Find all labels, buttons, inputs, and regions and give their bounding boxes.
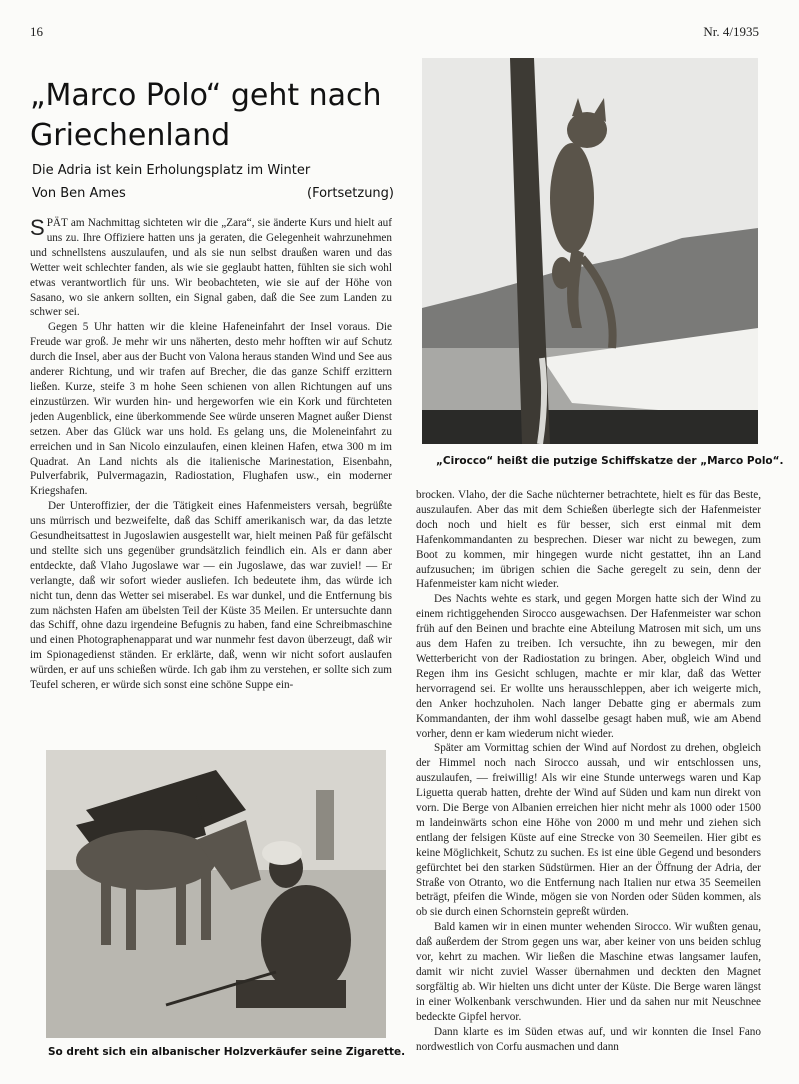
ship-cat-illustration <box>422 58 758 444</box>
issue-number: Nr. 4/1935 <box>703 24 759 39</box>
paragraph: Dann klarte es im Süden etwas auf, und wir konnten die Insel Fano nordwestlich von Corfu ausmachen und dann <box>416 1025 761 1053</box>
drop-cap: S <box>30 216 45 240</box>
paragraph <box>30 216 392 320</box>
paragraph-text: PÄT am Nachmittag sichteten wir die „Zara“, sie änderte Kurs und hielt auf uns zu. Ihre Offiziere hatten uns ja geraten, die Gelegenheit wahrzunehmen und schnellstens auszulaufen, und als sie nun selbst draußen waren und das Wetter weit schlechter fanden, als wie sie geglaubt hatten, fühlten sie sich wohl etwas verantwortlich für uns. Wir beobachteten, wie sie auf der Höhe von Sasano, wo sie ankern sollten, ein Signal gaben, daß die See zum Landen zu schwer sei. <box>30 217 392 319</box>
article-title: „Marco Polo“ geht nach Griechenland <box>30 78 382 153</box>
byline <box>32 186 394 201</box>
continuation-note: (Fortsetzung) <box>307 186 394 201</box>
ship-cat-photo <box>422 58 758 444</box>
paragraph: Der Unteroffizier, der die Tätigkeit eines Hafenmeisters versah, begrüßte uns mürrisch und bezweifelte, daß das Schiff amerikanisch war, da das letzte Gesundheitsattest in Jugoslawien ausgestellt war, hielt meinen Paß für gefälscht und stellte sich uns gegenüber grundsätzlich feindlich ein. Als er dann aber entdeckte, daß Vlaho Jugoslawe war — ein Jugoslawe, das war zuviel! — Er verlangte, daß wir sofort wieder ausliefen. Ich bedeutete ihm, das würde ich nicht tun, denn das Wetter sei miserabel. Es war dunkel, und die Entfernung bis zum nächsten Hafen am übelsten Teil der Küste 35 Meilen. Er untersuchte dann das Schiff, ohne dazu irgendeine Befugnis zu haben, fand eine Schreibmaschine und einen Photographenapparat und war nunmehr fest davon überzeugt, daß wir im Spionagedienst ständen. Er erklärte, daß, wenn wir nicht sofort auslaufen würden, er auf uns schießen würde. Ich gab ihm zu verstehen, er sollte sich zum Teufel scheren, er würde sich sonst eine schöne Suppe ein- <box>30 500 392 692</box>
paragraph: Gegen 5 Uhr hatten wir die kleine Hafeneinfahrt der Insel voraus. Die Freude war groß. Je mehr wir uns näherten, desto mehr hofften wir auf Schutz durch die Insel, aber aus der Bucht von Valona heraus standen Wind und See aus anderer Richtung, und wir trafen auf Brecher, die das ganze Schiff erzittern ließen. Kurze, steife 3 m hohe Seen schienen von allen Richtungen auf uns einzustürzen. Wir wurden hin- und hergeworfen wie ein Kork und fürchteten jeden Augenblick, eine überkommende See würde unseren Magnet außer Dienst setzen. Aber das Glück war uns hold. Es gelang uns, die Moleneinfahrt zu erreichen und in San Nicolo einzulaufen, einen kleinen Hafen, etwa 300 m im Quadrat. An Land nichts als die italienische Marinestation, Eisenbahn, Pulverfabrik, Pulvermagazin, Radiostation, Flughafen usw., ein moderner Kriegshafen. <box>30 321 392 498</box>
background-figure <box>316 790 334 860</box>
cap <box>262 841 302 865</box>
author: Von Ben Ames <box>32 186 126 201</box>
wood-vendor-illustration <box>46 750 386 1038</box>
deck <box>422 410 758 444</box>
right-text-column <box>416 488 761 1058</box>
left-text-column <box>30 216 392 740</box>
paragraph: Des Nachts wehte es stark, und gegen Morgen hatte sich der Wind zu einem richtiggehenden Sirocco ausgewachsen. Der Hafenmeister war schon früh auf den Beinen und brachte eine Abteilung Matrosen mit sich, um uns aus dem Hafen zu treiben. Ich versuchte, ihn zu bewegen, mir den Wetterbericht von der Radiostation zu bringen. Aber, obgleich Wind und Regen ihm ins Gesicht schlugen, machte er mir klar, daß das Wetter hervorragend sei. Er wollte uns herausschleppen, aber ich weigerte mich, den Anker hochzuholen. Nach langer Debatte ging er abermals zum Kommandanten, der ihm wohl dasselbe gesagt haben muß, wie am Abend vorher, denn er kam wiederum nicht wieder. <box>416 593 761 740</box>
paragraph: Bald kamen wir in einen munter wehenden Sirocco. Wir wußten genau, daß außerdem der Strom gegen uns war, aber keiner von uns beiden schlug vor, kehrt zu machen. Wir ließen die Maschine etwas langsamer laufen, damit wir nicht zuviel Wasser übernahmen und deckten den Magnet sorgfältig ab. Wir hielten uns dicht unter der Küste. Die Berge waren längst in einer Wolkenbank verschwunden. Hier und da sahen nur mit Neuschnee bedeckte Gipfel hervor. <box>416 921 761 1023</box>
page-number: 16 <box>30 24 43 39</box>
paragraph: brocken. Vlaho, der die Sache nüchterner betrachtete, hielt es für das Beste, auszulaufen. Aber das mit dem Schießen überlegte sich der Hafenmeister doch noch und hielt es für besser, sich erst einmal mit dem Hafenkommandanten zu besprechen. Dieser war nicht zu bewegen, zum Boot zu kommen, mir hingegen wurde nicht gestattet, ihn an Land aufzusuchen; im übrigen schien die Sache geregelt zu sein, denn der Hafenmeister kam nicht wieder. <box>416 489 761 591</box>
vendor-photo-caption: So dreht sich ein albanischer Holzverkäufer seine Zigarette. <box>48 1046 406 1058</box>
wood-vendor-photo <box>46 750 386 1038</box>
article-subtitle: Die Adria ist kein Erholungsplatz im Winter <box>32 163 311 178</box>
paragraph: Später am Vormittag schien der Wind auf Nordost zu drehen, obgleich der Himmel noch nach Sirocco aussah, und wir entschlossen uns, auszulaufen, — freiwillig! Als wir eine Stunde unterwegs waren und Kap Liguetta querab hatten, drehte der Wind auf Süden und kam nun direkt von vorn. Die Berge von Albanien erreichen hier nicht mehr als 1000 oder 1500 m landeinwärts schon eine Höhe von 2000 m und mehr und ziehen sich entlang der felsigen Küste auf eine Strecke von 30 Seemeilen. Hier gibt es keine Möglichkeit, Schutz zu suchen. Es ist eine üble Gegend und besonders gefürchtet bei den starken Südstürmen. Hier an der Öffnung der Adria, der Straße von Otranto, wo die Entfernung nach Italien nur etwa 35 Seemeilen beträgt, pfeifen die Winde, mögen sie von Norden oder Süden kommen, als ob sie durch einen Schornstein gepreßt würden. <box>416 742 761 919</box>
cat-photo-caption: „Cirocco“ heißt die putzige Schiffskatze der „Marco Polo“. <box>436 455 784 467</box>
